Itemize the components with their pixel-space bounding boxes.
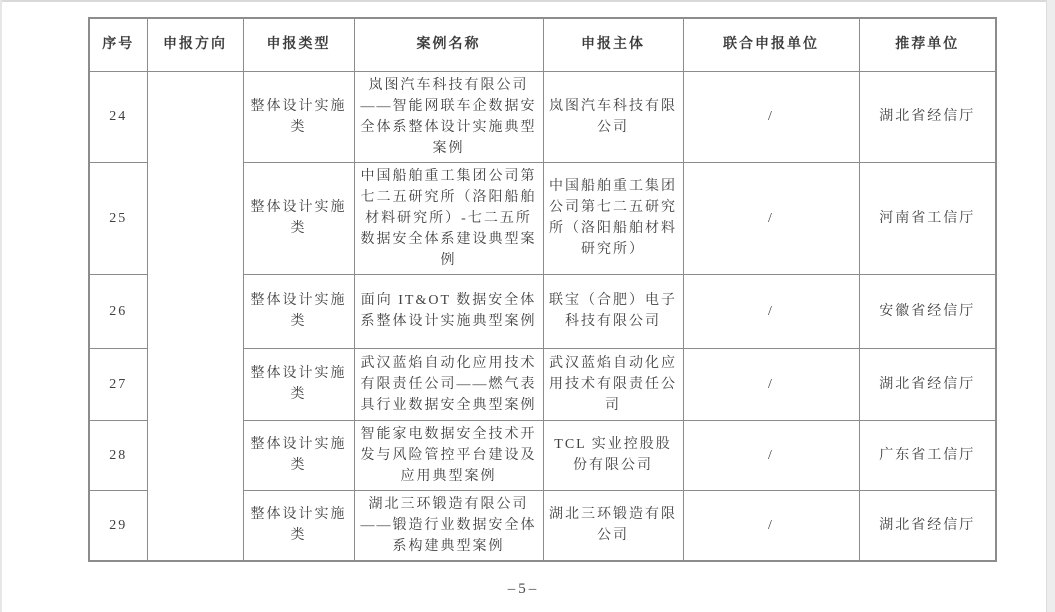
cell-recommender: 河南省工信厅 xyxy=(859,162,996,274)
cell-applicant: 武汉蓝焰自动化应用技术有限责任公司 xyxy=(543,348,683,420)
cell-applicant: 岚图汽车科技有限公司 xyxy=(543,71,683,162)
cell-case-name: 武汉蓝焰自动化应用技术有限责任公司——燃气表具行业数据安全典型案例 xyxy=(354,348,543,420)
page-edge-right xyxy=(1046,0,1055,612)
cell-recommender: 湖北省经信厅 xyxy=(859,71,996,162)
cell-joint-applicant: / xyxy=(683,490,859,561)
table-row xyxy=(89,71,996,162)
cell-applicant: 中国船舶重工集团公司第七二五研究所（洛阳船舶材料研究所） xyxy=(543,162,683,274)
cell-declaration-type: 整体设计实施类 xyxy=(243,274,354,348)
cell-serial-number: 25 xyxy=(89,162,147,274)
cell-applicant: 湖北三环锻造有限公司 xyxy=(543,490,683,561)
header-joint-declaration-unit: 联合申报单位 xyxy=(683,18,859,71)
cell-recommender: 湖北省经信厅 xyxy=(859,348,996,420)
cell-joint-applicant: / xyxy=(683,348,859,420)
cell-joint-applicant: / xyxy=(683,71,859,162)
header-declaration-subject: 申报主体 xyxy=(543,18,683,71)
table-header-row xyxy=(89,18,996,71)
cell-serial-number: 29 xyxy=(89,490,147,561)
cell-recommender: 广东省工信厅 xyxy=(859,420,996,490)
page-edge-left xyxy=(0,0,2,612)
cell-case-name: 中国船舶重工集团公司第七二五研究所（洛阳船舶材料研究所）-七二五所数据安全体系建设典型案例 xyxy=(354,162,543,274)
cell-recommender: 湖北省经信厅 xyxy=(859,490,996,561)
cell-serial-number: 24 xyxy=(89,71,147,162)
cell-joint-applicant: / xyxy=(683,162,859,274)
cases-table xyxy=(88,17,997,562)
cell-serial-number: 28 xyxy=(89,420,147,490)
cell-declaration-type: 整体设计实施类 xyxy=(243,420,354,490)
cell-joint-applicant: / xyxy=(683,274,859,348)
header-case-name: 案例名称 xyxy=(354,18,543,71)
header-declaration-type: 申报类型 xyxy=(243,18,354,71)
cell-applicant: TCL 实业控股股份有限公司 xyxy=(543,420,683,490)
cell-direction-merged xyxy=(147,71,243,561)
page-number: –5– xyxy=(507,581,540,597)
cell-joint-applicant: / xyxy=(683,420,859,490)
header-declaration-direction: 申报方向 xyxy=(147,18,243,71)
header-serial-number: 序号 xyxy=(89,18,147,71)
cell-serial-number: 27 xyxy=(89,348,147,420)
cell-serial-number: 26 xyxy=(89,274,147,348)
cell-case-name: 湖北三环锻造有限公司——锻造行业数据安全体系构建典型案例 xyxy=(354,490,543,561)
cell-applicant: 联宝（合肥）电子科技有限公司 xyxy=(543,274,683,348)
cell-recommender: 安徽省经信厅 xyxy=(859,274,996,348)
cell-case-name: 岚图汽车科技有限公司——智能网联车企数据安全体系整体设计实施典型案例 xyxy=(354,71,543,162)
cell-declaration-type: 整体设计实施类 xyxy=(243,162,354,274)
cell-case-name: 智能家电数据安全技术开发与风险管控平台建设及应用典型案例 xyxy=(354,420,543,490)
page-edge-top xyxy=(0,0,1055,2)
cell-declaration-type: 整体设计实施类 xyxy=(243,348,354,420)
cell-declaration-type: 整体设计实施类 xyxy=(243,71,354,162)
cell-declaration-type: 整体设计实施类 xyxy=(243,490,354,561)
header-recommending-unit: 推荐单位 xyxy=(859,18,996,71)
cell-case-name: 面向 IT&OT 数据安全体系整体设计实施典型案例 xyxy=(354,274,543,348)
